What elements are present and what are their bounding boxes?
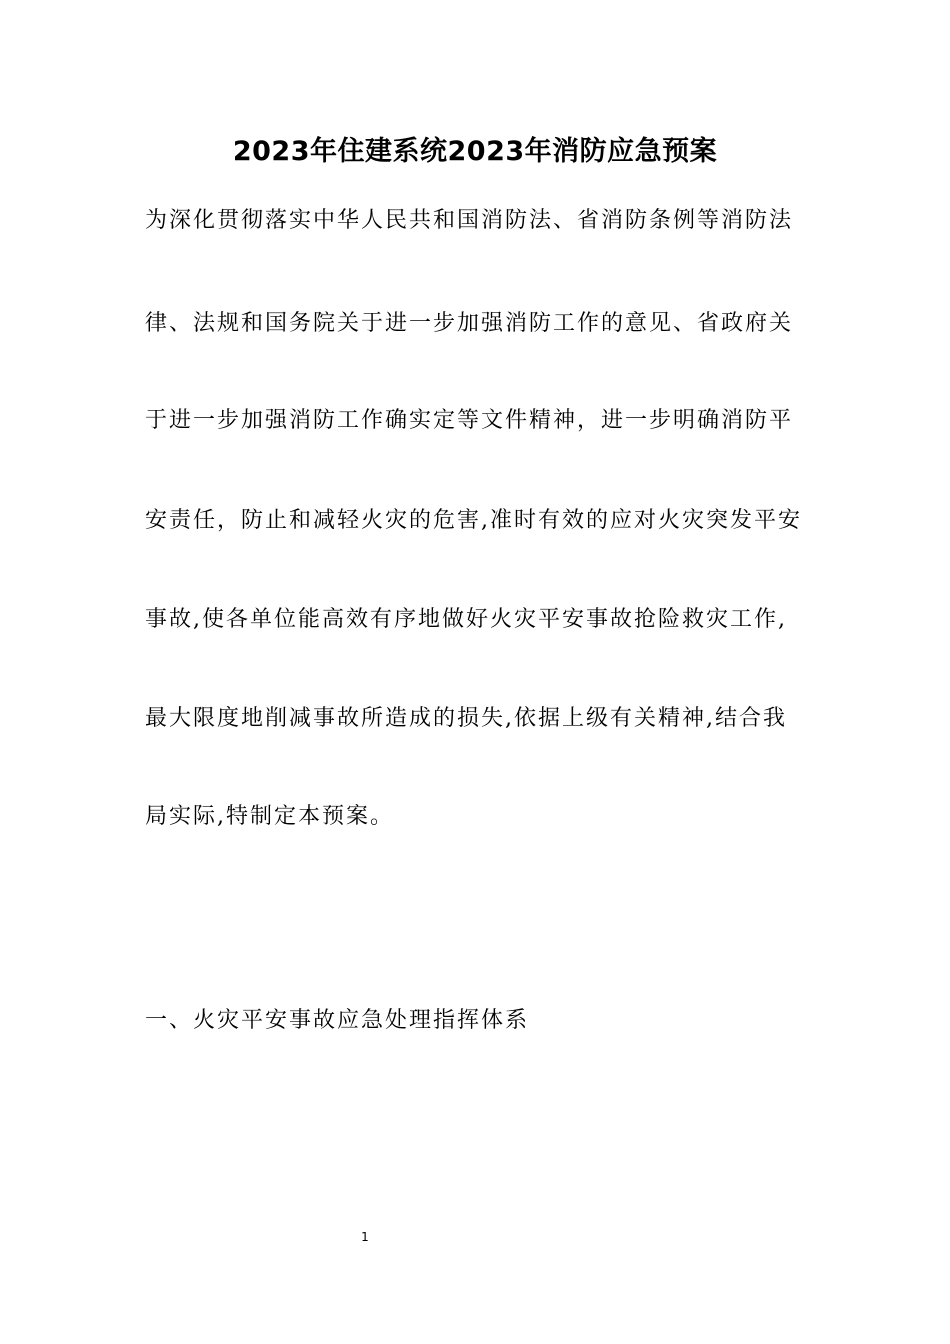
section-heading: 一、火灾平安事故应急处理指挥体系 xyxy=(145,1008,530,1033)
body-line-3: 于进一步加强消防工作确实定等文件精神，进一步明确消防平 xyxy=(145,408,794,433)
body-line-5: 事故,使各单位能高效有序地做好火灾平安事故抢险救灾工作, xyxy=(145,607,787,632)
body-line-1: 为深化贯彻落实中华人民共和国消防法、省消防条例等消防法 xyxy=(145,208,794,233)
body-line-4: 安责任，防止和减轻火灾的危害,准时有效的应对火灾突发平安 xyxy=(145,508,802,533)
document-title: 2023年住建系统2023年消防应急预案 xyxy=(232,136,718,167)
body-line-7: 局实际,特制定本预案。 xyxy=(145,804,394,829)
body-line-6: 最大限度地削减事故所造成的损失,依据上级有关精神,结合我 xyxy=(145,706,787,731)
body-line-2: 律、法规和国务院关于进一步加强消防工作的意见、省政府关 xyxy=(145,311,794,336)
page-number: 1 xyxy=(361,1230,369,1244)
